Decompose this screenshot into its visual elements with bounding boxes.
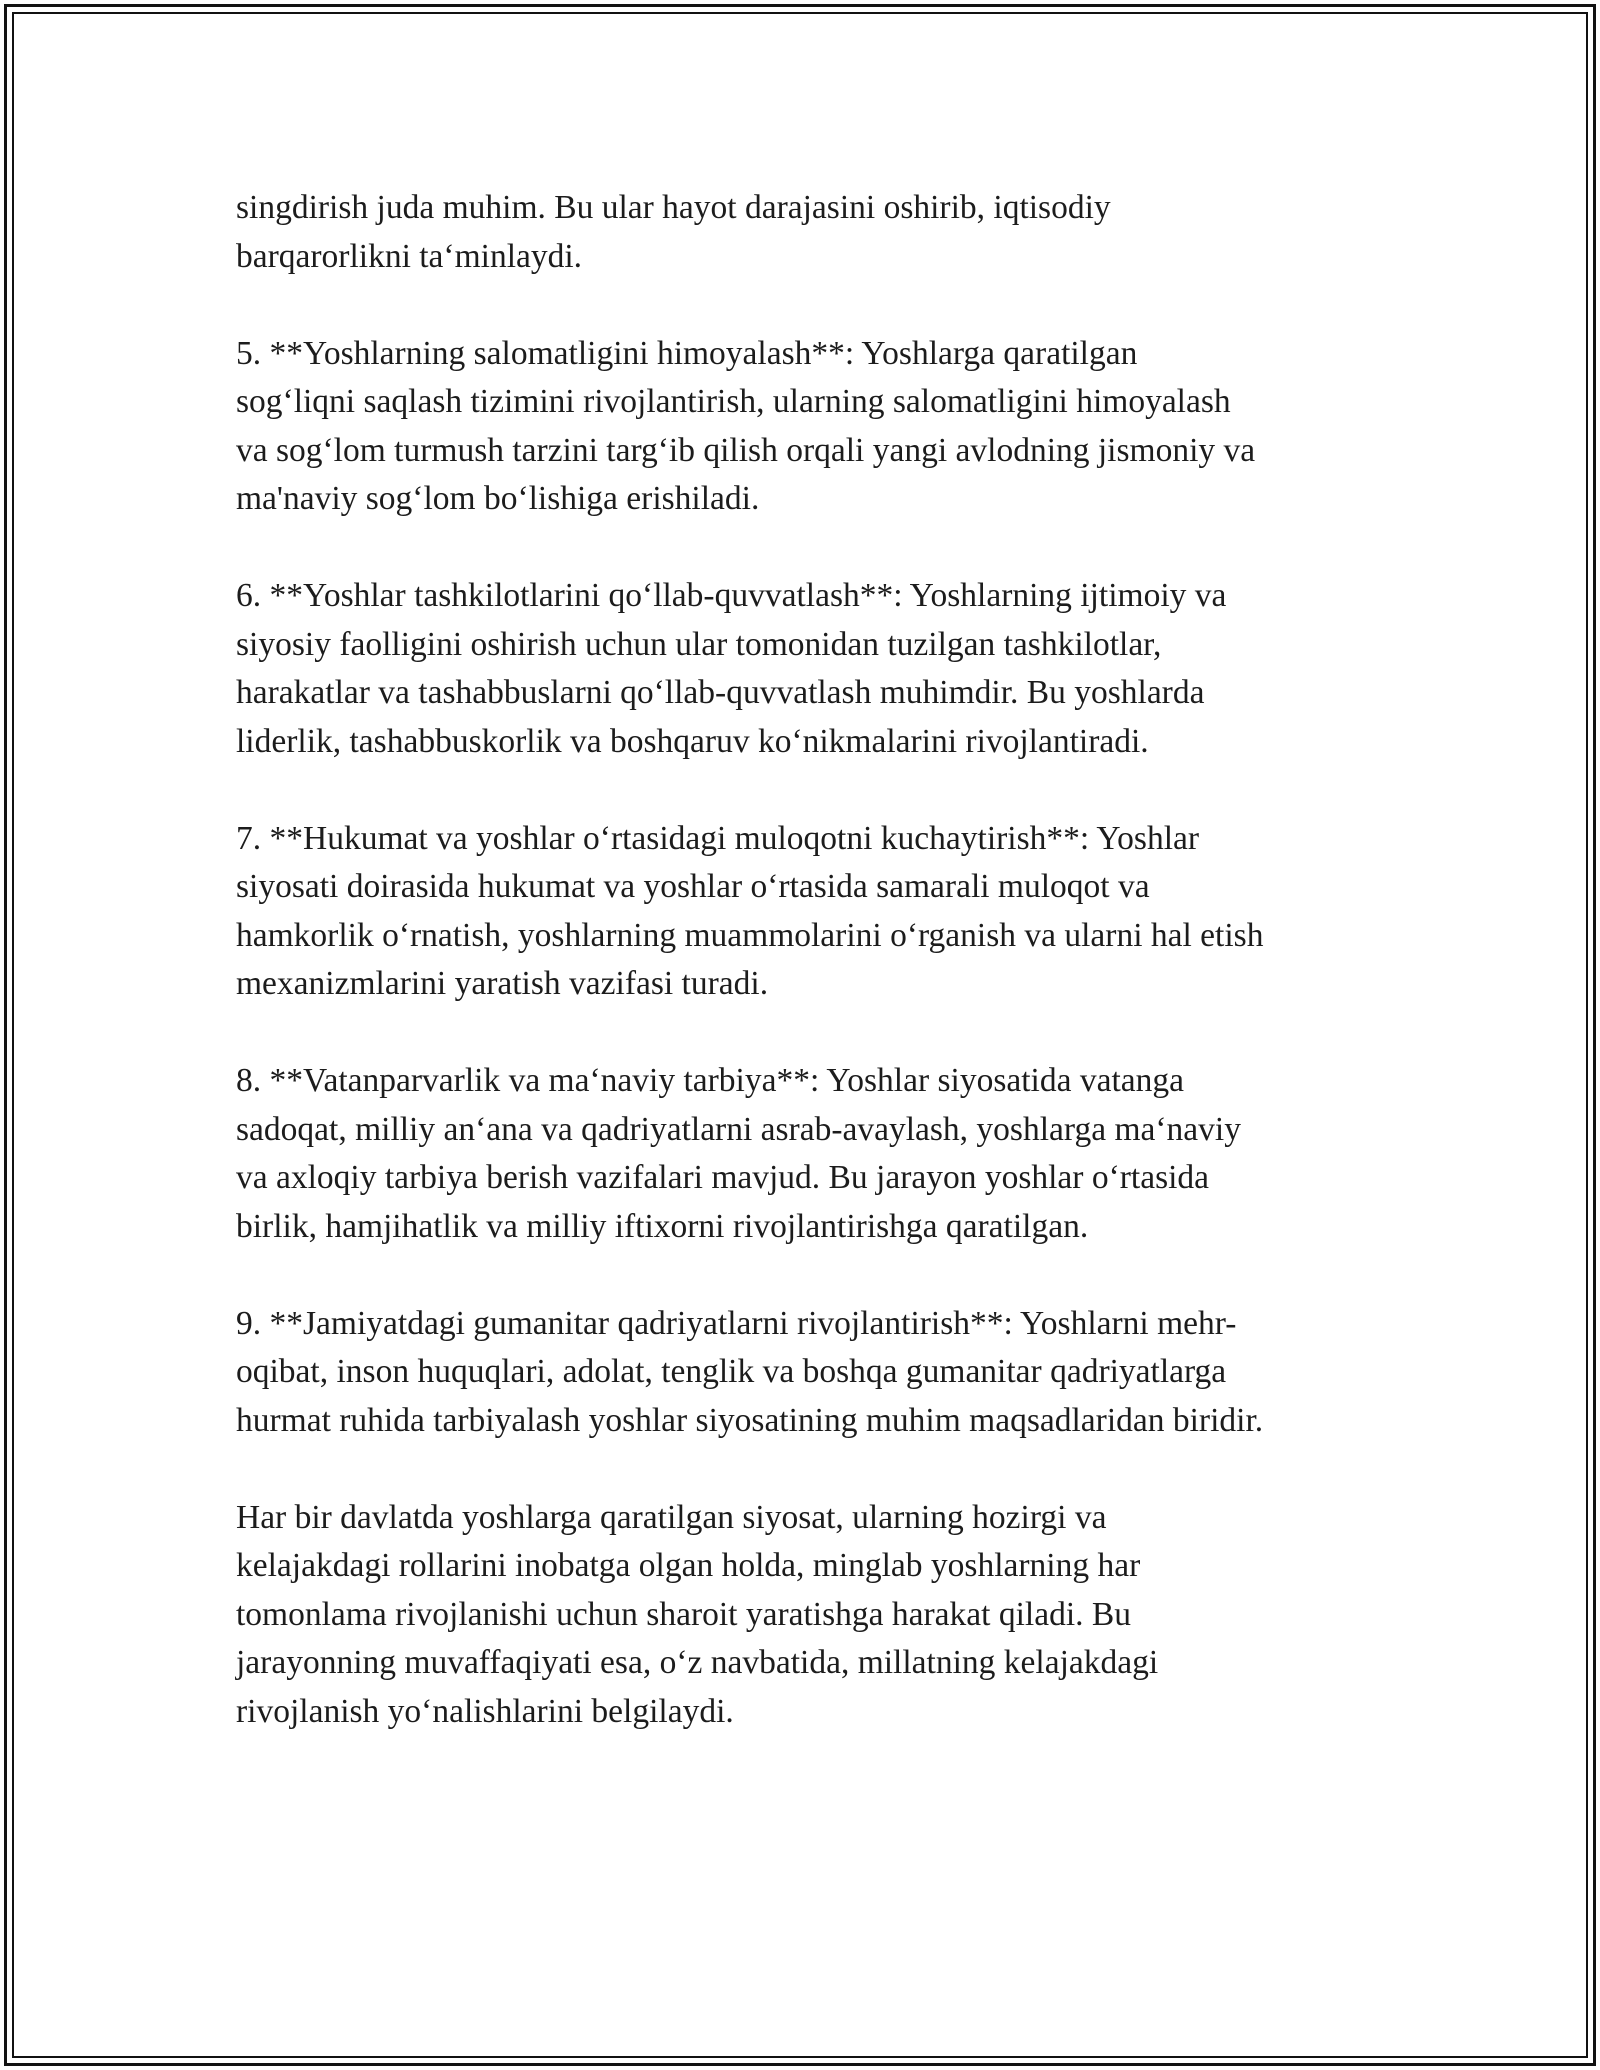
list-item-7: 7. **Hukumat va yoshlar o‘rtasidagi muloqotni kuchaytirish**: Yoshlar siyosati doirasida hukumat va yoshlar o‘rtasida samarali muloqot va hamkorlik o‘rnatish, yoshlarning muammolarini o‘rganish va ularni hal etish mexanizmlarini yaratish vazifasi turadi. xyxy=(236,819,1264,1002)
paragraph-conclusion: Har bir davlatda yoshlarga qaratilgan siyosat, ularning hozirgi va kelajakdagi rollarini inobatga olgan holda, minglab yoshlarning har tomonlama rivojlanishi uchun sharoit yaratishga harakat qiladi. Bu jarayonning muvaffaqiyati esa, o‘z navbatida, millatning kelajakdagi rivojlanish yo‘nalishlarini belgilaydi. xyxy=(236,1498,1159,1730)
paragraph-continuation: singdirish juda muhim. Bu ular hayot darajasini oshirib, iqtisodiy barqarorlikni ta‘minlaydi. xyxy=(236,189,1111,275)
list-item-8: 8. **Vatanparvarlik va ma‘naviy tarbiya**: Yoshlar siyosatida vatanga sadoqat, milliy an‘ana va qadriyatlarni asrab-avaylash, yoshlarga ma‘naviy va axloqiy tarbiya berish vazifalari mavjud. Bu jarayon yoshlar o‘rtasida birlik, hamjihatlik va milliy iftixorni rivojlantirishga qaratilgan. xyxy=(236,1062,1241,1245)
document-body xyxy=(236,184,1386,1736)
list-item-6: 6. **Yoshlar tashkilotlarini qo‘llab-quvvatlash**: Yoshlarning ijtimoiy va siyosiy faolligini oshirish uchun ular tomonidan tuzilgan tashkilotlar, harakatlar va tashabbuslarni qo‘llab-quvvatlash muhimdir. Bu yoshlarda liderlik, tashabbuskorlik va boshqaruv ko‘nikmalarini rivojlantiradi. xyxy=(236,577,1227,760)
list-item-5: 5. **Yoshlarning salomatligini himoyalash**: Yoshlarga qaratilgan sog‘liqni saqlash tizimini rivojlantirish, ularning salomatligini himoyalash va sog‘lom turmush tarzini targ‘ib qilish orqali yangi avlodning jismoniy va ma'naviy sog‘lom bo‘lishiga erishiladi. xyxy=(236,334,1256,517)
list-item-9: 9. **Jamiyatdagi gumanitar qadriyatlarni rivojlantirish**: Yoshlarni mehr- oqibat, inson huquqlari, adolat, tenglik va boshqa gumanitar qadriyatlarga hurmat ruhida tarbiyalash yoshlar siyosatining muhim maqsadlaridan biridir. xyxy=(236,1304,1264,1439)
